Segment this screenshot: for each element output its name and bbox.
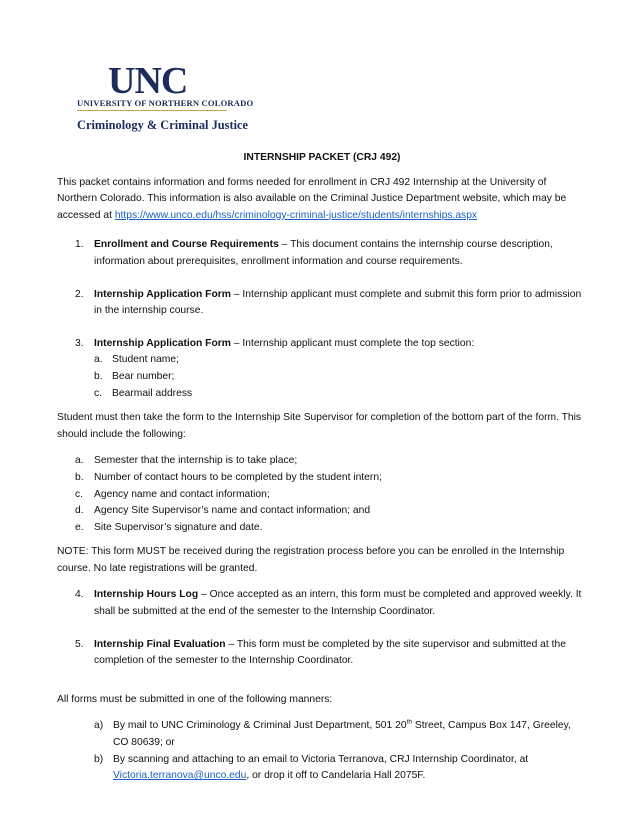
list-item-3	[57, 336, 587, 353]
logo-rule	[77, 110, 227, 111]
item-heading: Internship Hours Log	[94, 589, 199, 601]
item-number: 2.	[75, 288, 84, 300]
manner-email: b) By scanning and attaching to an email to Victoria Terranova, CRJ Internship Coordinator, at Victoria.terranova@unco.edu, or drop it off to Candelaria Hall 2075F.	[94, 753, 529, 782]
student-must-paragraph: Student must then take the form to the Internship Site Supervisor for completion of the bottom part of the form. This should include the following:	[57, 412, 582, 440]
top-section-item: a. Student name;	[94, 354, 179, 366]
coordinator-email-link[interactable]: Victoria.terranova@unco.edu	[113, 770, 247, 782]
item-heading: Enrollment and Course Requirements	[94, 239, 279, 251]
item-text: – This document contains the internship course description, information about prerequisites, enrollment information and course requirements.	[94, 239, 553, 267]
bottom-section-item: e. Site Supervisor’s signature and date.	[75, 521, 263, 533]
bottom-section-item: d. Agency Site Supervisor’s name and contact information; and	[75, 505, 371, 517]
unc-logo	[58, 58, 253, 138]
logo-university: UNIVERSITY OF NORTHERN COLORADO	[77, 98, 254, 108]
bottom-section-item: a. Semester that the internship is to take place;	[75, 455, 298, 467]
item-heading: Internship Application Form	[94, 337, 231, 349]
page-title: INTERNSHIP PACKET (CRJ 492)	[243, 152, 401, 163]
logo-department: Criminology & Criminal Justice	[77, 118, 249, 132]
item-number: 1.	[75, 239, 84, 251]
list-item-4	[57, 587, 587, 620]
list-item-2	[57, 287, 587, 320]
logo-mark: UNC	[108, 60, 188, 102]
intro-text: This packet contains information and forms needed for enrollment in CRJ 492 Internship at the University of Northern Colorado. This information is also available on the Criminal Justice Department website, which may be accessed at	[57, 176, 567, 221]
item-number: 3.	[75, 337, 84, 349]
bottom-section-item: c. Agency name and contact information;	[75, 488, 270, 500]
item-text: – This form must be completed by the site supervisor and submitted at the completion of the semester to the Internship Coordinator.	[94, 638, 566, 667]
item-text: – Internship applicant must complete the top section:	[230, 337, 475, 349]
document-body	[57, 150, 587, 785]
submit-intro: All forms must be submitted in one of the following manners:	[57, 693, 333, 705]
note-paragraph: NOTE: This form MUST be received during the registration process before you can be enrolled in the Internship course. No late registrations will be granted.	[57, 546, 565, 574]
bottom-section-item: b. Number of contact hours to be completed by the student intern;	[75, 471, 382, 483]
item-number: 5.	[75, 638, 84, 650]
manner-mail: a) By mail to UNC Criminology & Criminal Just Department, 501 20th Street, Campus Box 147, Greeley, CO 80639; or	[94, 719, 571, 749]
item-heading: Internship Application Form	[94, 288, 231, 300]
item-text: – Internship applicant must complete and submit this form prior to admission in the internship course.	[94, 288, 582, 317]
top-section-item: c. Bearmail address	[94, 387, 193, 399]
intro-paragraph	[57, 175, 587, 225]
list-item-1	[57, 237, 587, 270]
item-number: 4.	[75, 589, 84, 601]
list-item-5	[57, 637, 587, 670]
top-section-item: b. Bear number;	[94, 370, 175, 382]
internships-link[interactable]: https://www.unco.edu/hss/criminology-criminal-justice/students/internships.aspx	[114, 209, 478, 221]
item-heading: Internship Final Evaluation	[94, 638, 226, 650]
item-text: – Once accepted as an intern, this form must be completed and approved weekly. It shall be submitted at the end of the semester to the Internship Coordinator.	[94, 589, 582, 618]
